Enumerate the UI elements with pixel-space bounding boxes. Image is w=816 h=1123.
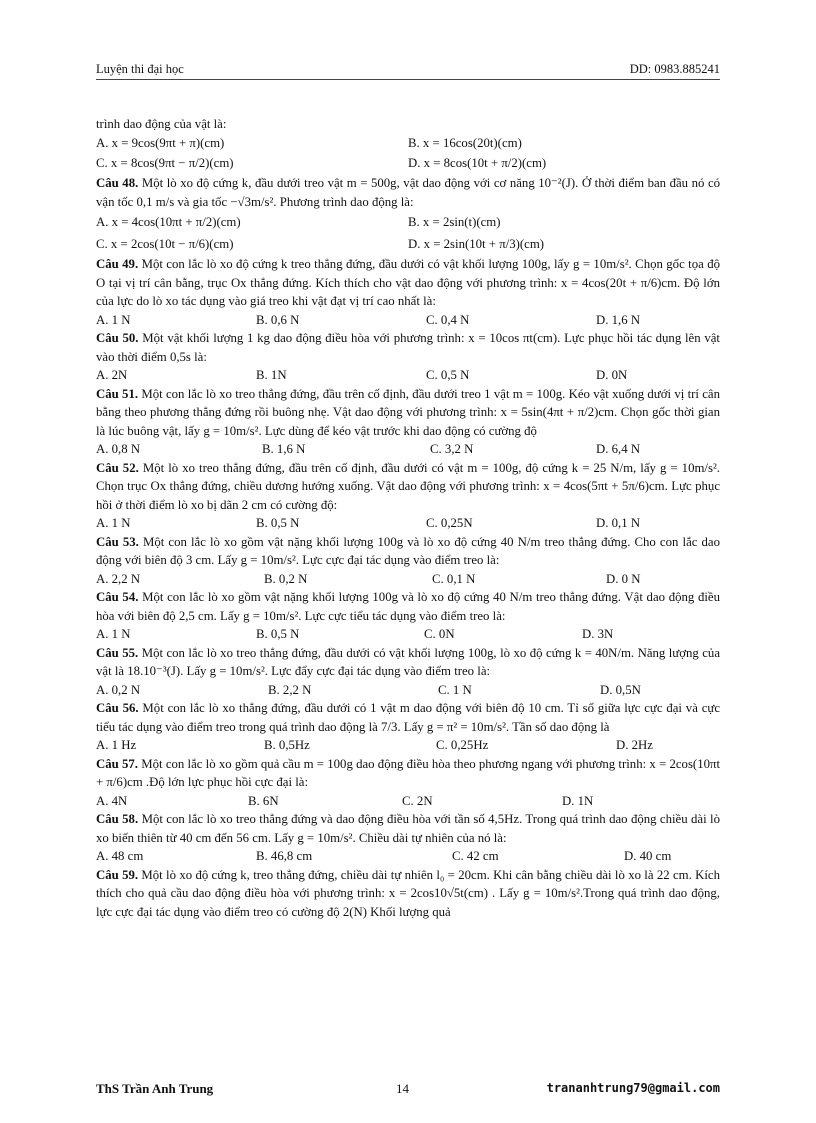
question-text: Một lò xo độ cứng k, đầu dưới treo vật m = 500g, vật dao động với cơ năng 10⁻²(J). Ở thời điểm ban đầu nó có vận tốc 0,1 m/s và gia tốc −√3m/s². Phương trình dao động là: — [96, 176, 721, 209]
question — [96, 329, 720, 366]
question-text: Một con lắc lò xo độ cứng k treo thẳng đứng, đầu dưới có vật khối lượng 100g, lấy g = 10m/s². Chọn gốc tọa độ O tại vị trí cân bằng, trục Ox thẳng đứng. Kích thích cho vật dao động với phương trình: x = 4cos(20t + π/6)cm. Độ lớn của lực do lò xo tác dụng vào giá treo khi vật đạt vị trí cao nhất là: — [96, 257, 720, 308]
option: D. 6,4 N — [596, 442, 641, 456]
option: B. 1N — [256, 368, 287, 382]
question-label: Câu 57. — [96, 756, 138, 771]
question-text: Một lò xo treo thẳng đứng, đầu trên cố định, đầu dưới có vật m = 100g, độ cứng k = 25 N/m, lấy g = 10m/s². Chọn trục Ox thẳng đứng, chiều dương hướng xuống. Vật dao động với phương trình: x = 4cos(5πt + 5π/6)cm. Lực phục hồi ở thời điểm lò xo bị dãn 2 cm có cường độ: — [96, 460, 720, 512]
options-row — [96, 625, 720, 644]
option: C. 0,25Hz — [436, 738, 489, 752]
question — [96, 699, 720, 736]
options-row — [96, 311, 720, 330]
footer-author: ThS Trần Anh Trung — [96, 1081, 214, 1096]
question-label: Câu 49. — [96, 257, 139, 271]
option: B. 0,5 N — [256, 516, 300, 530]
option: A. 4N — [96, 793, 128, 808]
option: D. 3N — [582, 627, 614, 641]
question — [96, 385, 720, 441]
question-text: Một con lắc lò xo treo thẳng đứng, đầu trên cố định, đầu dưới treo 1 vật m = 100g. Kéo vật xuống dưới vị trí cân bằng theo phương thẳng đứng rồi buông nhẹ. Vật dao động với phương trình: x = 5sin(4πt + π/2)cm. Chọn gốc thời gian là lúc buông vật, lấy g = 10m/s². Lực dùng để kéo vật trước khi dao động có cường độ — [96, 386, 721, 438]
option: B. 0,2 N — [264, 571, 308, 586]
option: B. 0,5Hz — [264, 738, 310, 752]
header-right: DD: 0983.885241 — [629, 62, 720, 76]
option: B. x = 2sin(t)(cm) — [408, 214, 501, 229]
options-row — [96, 233, 720, 255]
question-label: Câu 50. — [96, 331, 139, 345]
options-row — [96, 134, 720, 153]
options-row — [96, 211, 720, 233]
header-left: Luyện thi đại học — [96, 62, 184, 76]
question — [96, 174, 720, 211]
option: A. x = 9cos(9πt + π)(cm) — [96, 135, 225, 150]
option: C. x = 8cos(9πt − π/2)(cm) — [96, 155, 234, 170]
question-label: Câu 56. — [96, 701, 139, 715]
question — [96, 255, 720, 311]
question-text: Một lò xo độ cứng k, treo thẳng đứng, chiều dài tự nhiên l₀ = 20cm. Khi cân bằng chiều dài lò xo là 22 cm. Kích thích cho quả cầu dao động điều hòa với phương trình: x = 2cos10√5t(cm) . Lấy g = 10m/s².Trong quá trình dao động, lực cực đại tác dụng vào điểm treo có cường độ 2(N) Khối lượng quả — [96, 867, 721, 919]
option: B. 0,5 N — [256, 627, 300, 641]
options-row — [96, 681, 720, 700]
option: B. x = 16cos(20t)(cm) — [408, 135, 522, 150]
option: A. 0,2 N — [96, 682, 141, 697]
option: D. 0N — [596, 368, 628, 382]
intro-text: trình dao động của vật là: — [96, 117, 227, 131]
page-content — [96, 115, 720, 921]
option: A. 1 N — [96, 312, 131, 327]
option: C. 42 cm — [452, 849, 499, 863]
option: A. 1 N — [96, 516, 131, 530]
option: C. 3,2 N — [430, 442, 474, 456]
question — [96, 533, 720, 570]
option: A. x = 4cos(10πt + π/2)(cm) — [96, 214, 241, 229]
question-label: Câu 48. — [96, 176, 139, 190]
option: A. 1 N — [96, 627, 131, 641]
option: D. 40 cm — [624, 849, 672, 863]
question-label: Câu 58. — [96, 812, 139, 826]
question — [96, 644, 720, 681]
options-row — [96, 570, 720, 589]
question-text: Một con lắc lò xo thẳng đứng, đầu dưới có 1 vật m dao động với biên độ 10 cm. Tỉ số giữa lực cực đại và cực tiểu tác dụng vào điểm treo trong quá trình dao động là 7/3. Lấy g = π² = 10m/s². Tần số dao động là — [96, 701, 720, 734]
question-label: Câu 51. — [96, 386, 139, 401]
options-row — [96, 792, 720, 811]
option: B. 1,6 N — [262, 442, 306, 456]
option: B. 2,2 N — [268, 682, 312, 697]
footer-email: trananhtrung79@gmail.com — [546, 1081, 720, 1095]
option: A. 0,8 N — [96, 442, 141, 456]
option: D. 0,1 N — [596, 516, 641, 530]
question — [96, 810, 720, 847]
option: C. 0,4 N — [426, 312, 470, 327]
option: C. 0N — [424, 627, 455, 641]
option: C. 1 N — [438, 682, 472, 697]
option: D. 1N — [562, 793, 594, 808]
question-label: Câu 52. — [96, 460, 139, 475]
option: C. 2N — [402, 793, 433, 808]
question-text: Một con lắc lò xo gồm vật nặng khối lượng 100g và lò xo độ cứng 40 N/m treo thẳng đứng. Cho con lắc dao động với biên độ 3 cm. Lấy g = 10m/s². Lực cực đại tác dụng vào điểm treo là: — [96, 534, 721, 567]
question-text: Một con lắc lò xo treo thẳng đứng và dao động điều hòa với tần số 4,5Hz. Trong quá trình dao động chiều dài lò xo biến thiên từ 40 cm đến 56 cm. Lấy g = 10m/s². Chiều dài tự nhiên của nó là: — [96, 812, 721, 845]
option: C. 0,5 N — [426, 368, 470, 382]
header-rule — [96, 79, 720, 80]
options-row — [96, 440, 720, 459]
question-label: Câu 59. — [96, 867, 139, 882]
option: A. 1 Hz — [96, 738, 137, 752]
question-label: Câu 53. — [96, 534, 139, 549]
page-number: 14 — [396, 1081, 409, 1096]
option: A. 48 cm — [96, 849, 144, 863]
question-text: Một con lắc lò xo gồm vật nặng khối lượng 100g và lò xo độ cứng 40 N/m treo thẳng đứng. Vật dao động điều hòa với biên độ 2,5 cm. Lấy g = 10m/s². Lực cực tiểu tác dụng vào điểm treo là: — [96, 590, 721, 623]
options-row — [96, 736, 720, 755]
option: C. 0,1 N — [432, 571, 476, 586]
option: D. 1,6 N — [596, 312, 641, 327]
options-row — [96, 152, 720, 174]
option: A. 2N — [96, 368, 128, 382]
question — [96, 588, 720, 625]
question-text: Một con lắc lò xo treo thẳng đứng, đầu dưới có vật khối lượng 100g, lò xo độ cứng k = 40N/m. Năng lượng của vật là 18.10⁻³(J). Lấy g = 10m/s². Lực đẩy cực đại tác dụng vào điểm treo là: — [96, 645, 721, 678]
option: B. 0,6 N — [256, 312, 300, 327]
options-row — [96, 847, 720, 866]
option: C. 0,25N — [426, 516, 473, 530]
option: D. 2Hz — [616, 738, 653, 752]
question-text: Một con lắc lò xo gồm quả cầu m = 100g dao động điều hòa theo phương ngang với phương trình: x = 2cos(10πt + π/6)cm .Độ lớn lực phục hồi cực đại là: — [96, 756, 721, 789]
option: D. 0 N — [606, 571, 641, 586]
option: A. 2,2 N — [96, 571, 141, 586]
question — [96, 755, 720, 792]
question — [96, 866, 720, 922]
option: D. x = 8cos(10t + π/2)(cm) — [408, 155, 547, 170]
option: D. x = 2sin(10t + π/3)(cm) — [408, 236, 545, 251]
options-row — [96, 514, 720, 533]
option: B. 6N — [248, 793, 279, 808]
option: D. 0,5N — [600, 682, 641, 697]
question-label: Câu 54. — [96, 590, 139, 604]
options-row — [96, 366, 720, 385]
question-text: Một vật khối lượng 1 kg dao động điều hòa với phương trình: x = 10cos πt(cm). Lực phục hồi tác dụng lên vật vào thời điểm 0,5s là: — [96, 331, 720, 364]
question-label: Câu 55. — [96, 645, 139, 660]
option: B. 46,8 cm — [256, 849, 313, 863]
question — [96, 459, 720, 515]
option: C. x = 2cos(10t − π/6)(cm) — [96, 236, 234, 251]
